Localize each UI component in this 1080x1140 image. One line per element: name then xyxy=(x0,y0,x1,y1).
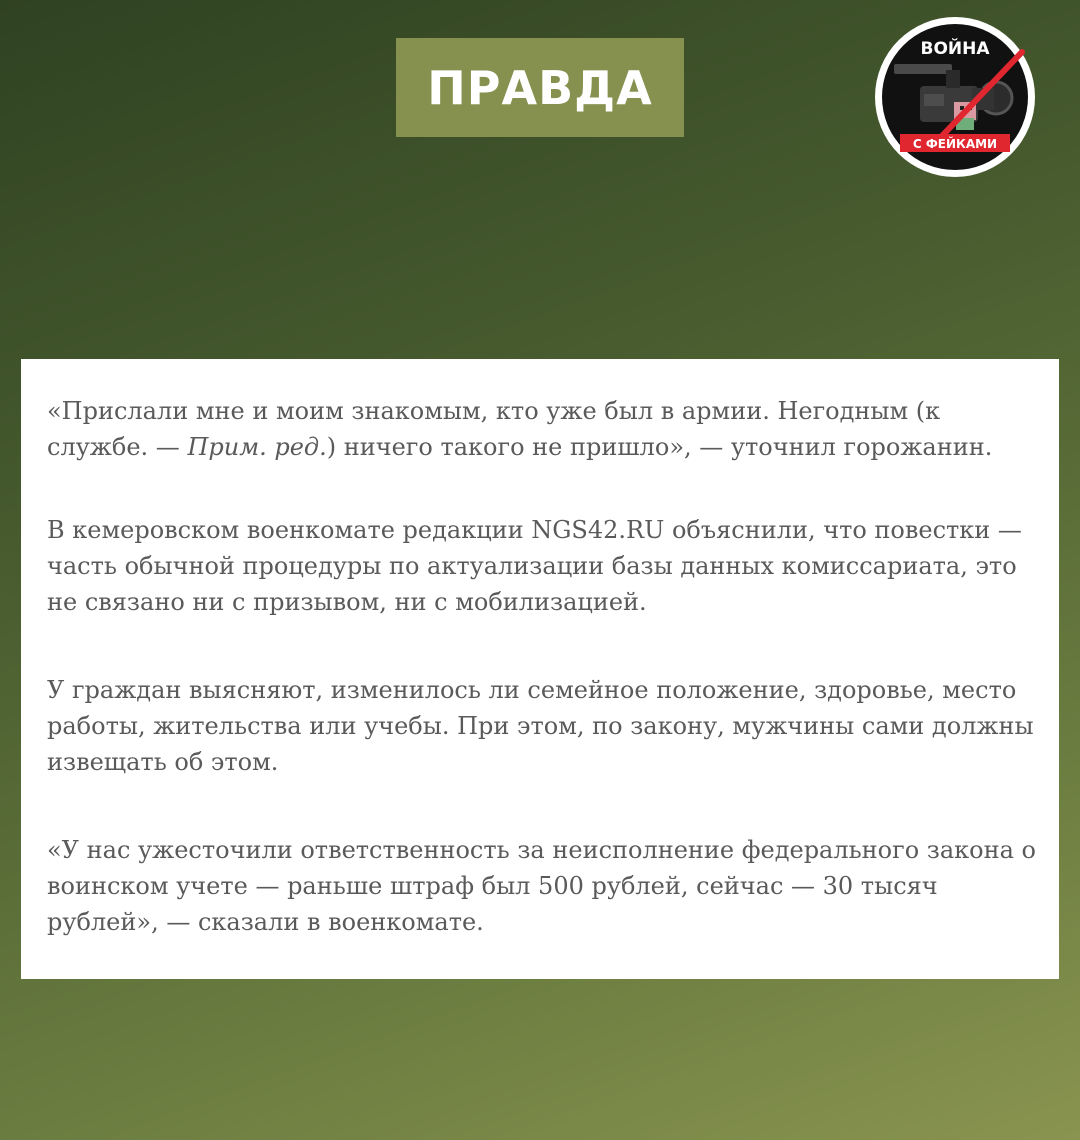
crossed-camera-icon xyxy=(872,14,1038,180)
paragraph-quote-citizen xyxy=(47,393,1037,465)
paragraph-1-part-b: ) ничего такого не пришло», — уточнил горожанин. xyxy=(326,433,993,461)
paragraph-citizens-info: У граждан выясняют, изменилось ли семейное положение, здоровье, место работы, жительства или учебы. При этом, по закону, мужчины сами должны извещать об этом. xyxy=(47,676,1034,776)
paragraph-1-part-a: «Прислали мне и моим знакомым, кто уже был в армии. Негодным (к службе. — xyxy=(47,397,941,461)
logo-bottom-text: С ФЕЙКАМИ xyxy=(912,137,998,151)
paragraph-military-office: В кемеровском военкомате редакции NGS42.RU объяснили, что повестки — часть обычной процедуры по актуализации базы данных комиссариата, это не связано ни с призывом, ни с мобилизацией. xyxy=(47,516,1022,616)
article-card xyxy=(21,359,1059,979)
badge-label: ПРАВДА xyxy=(427,60,653,115)
war-with-fakes-logo xyxy=(872,14,1038,180)
editor-note: Прим. ред. xyxy=(187,433,327,461)
logo-top-text: ВОЙНА xyxy=(920,39,990,59)
truth-badge xyxy=(396,38,684,137)
paragraph-fine-quote: «У нас ужесточили ответственность за неисполнение федерального закона о воинском учете — раньше штраф был 500 рублей, сейчас — 30 тысяч рублей», — сказали в военкомате. xyxy=(47,836,1037,936)
